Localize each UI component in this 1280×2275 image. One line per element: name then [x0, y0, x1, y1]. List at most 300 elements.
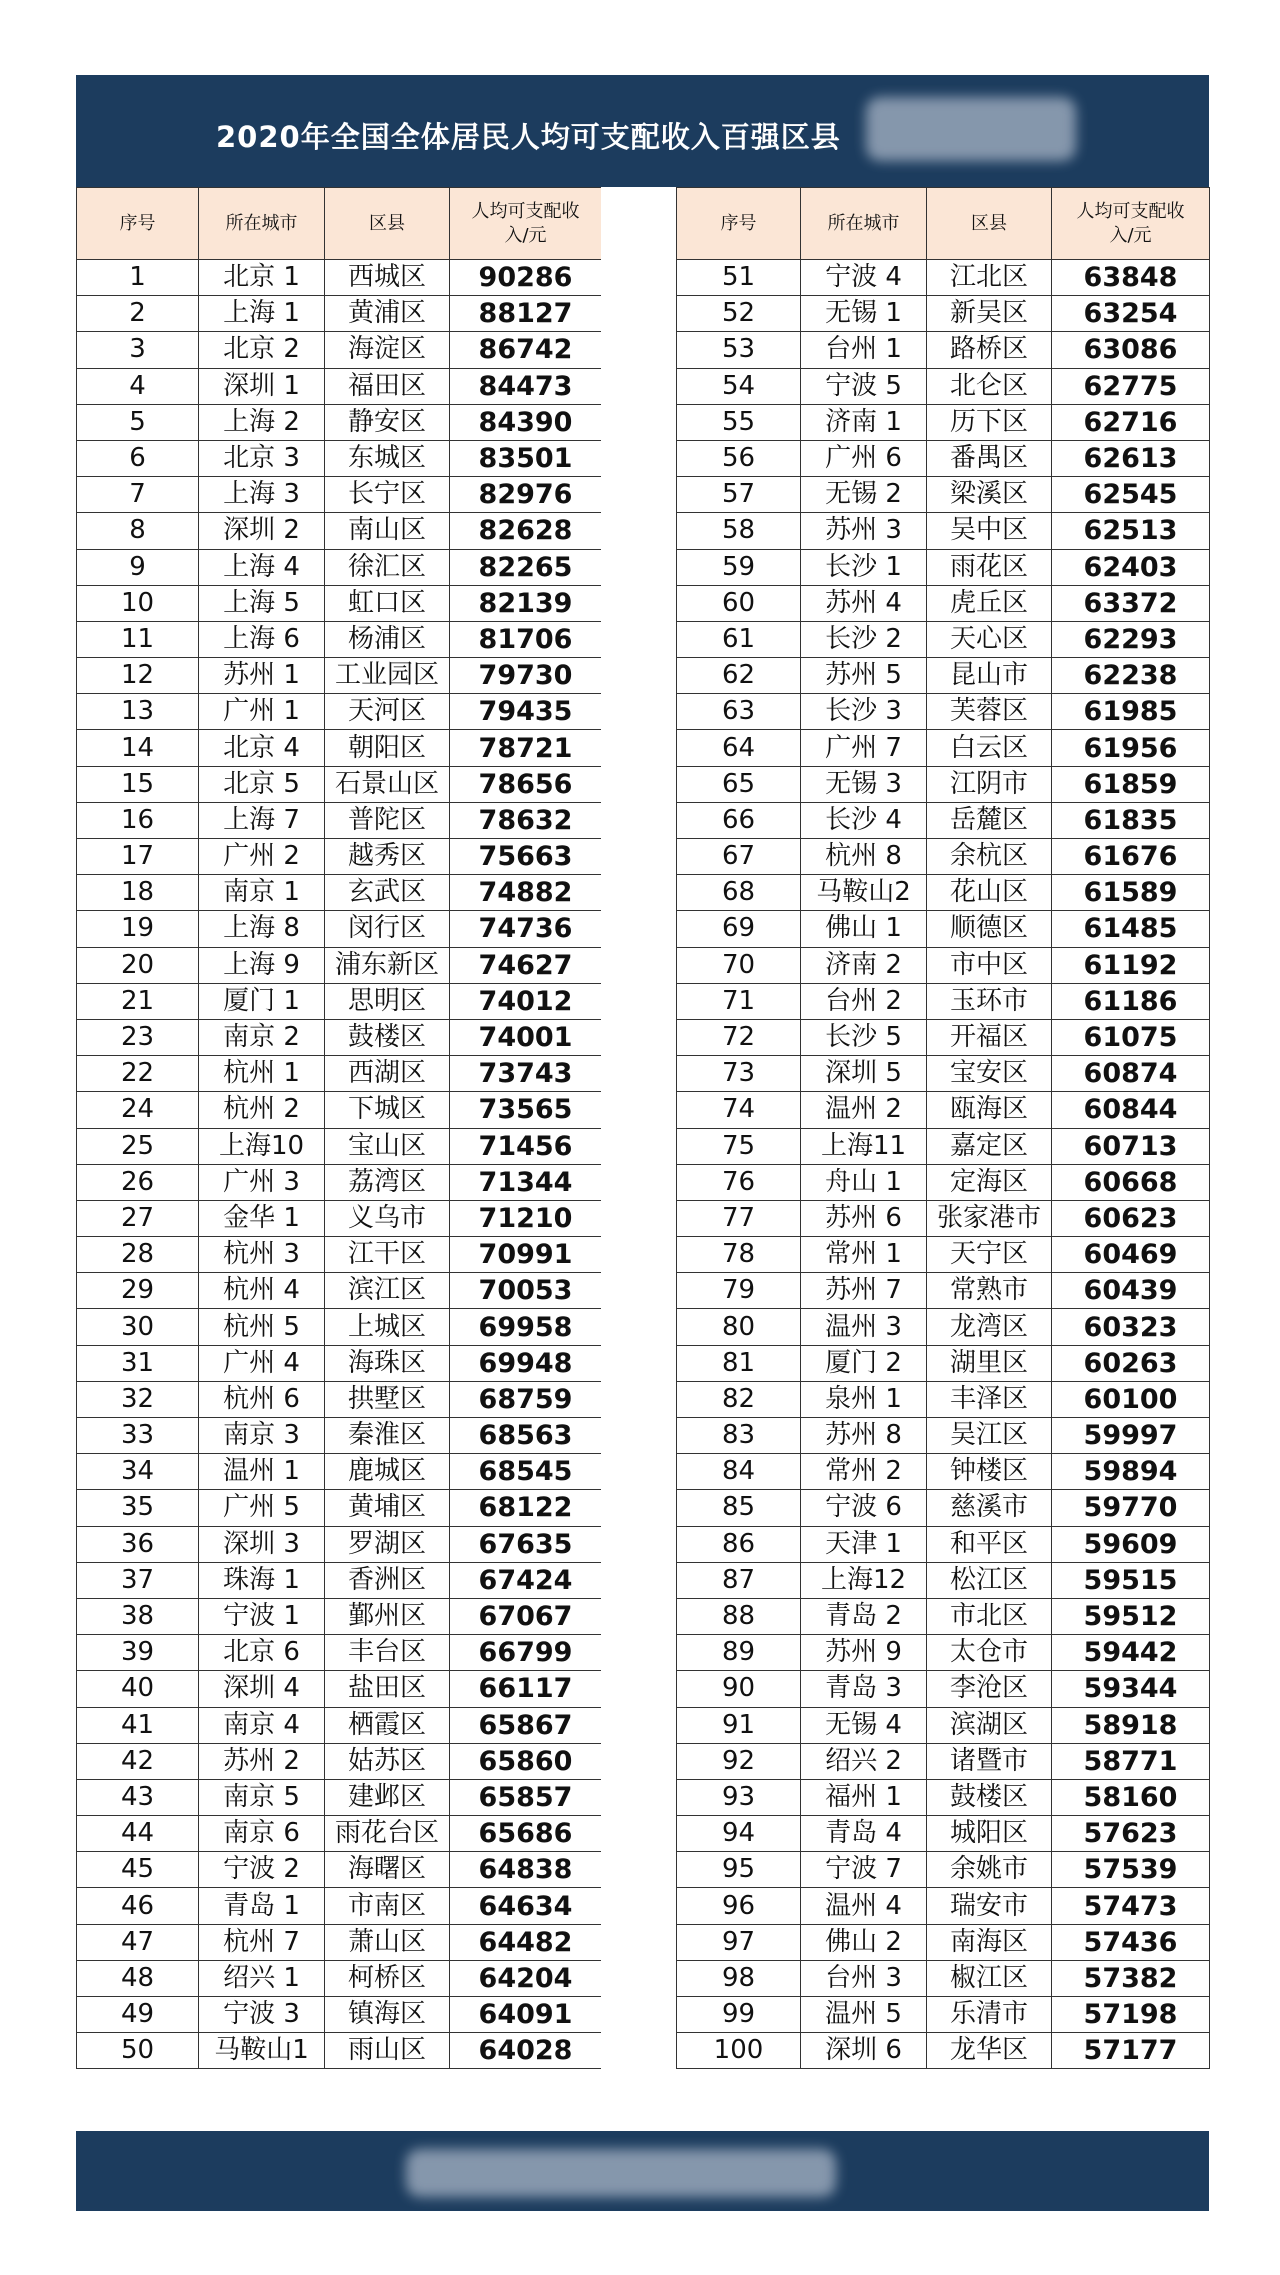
cell-city: 苏州 2 — [199, 1743, 325, 1779]
cell-district: 宝安区 — [927, 1056, 1052, 1092]
cell-rank: 75 — [677, 1128, 801, 1164]
cell-city: 苏州 5 — [801, 658, 927, 694]
cell-city: 广州 5 — [199, 1490, 325, 1526]
cell-rank: 71 — [677, 983, 801, 1019]
cell-city: 广州 4 — [199, 1345, 325, 1381]
cell-rank: 92 — [677, 1743, 801, 1779]
cell-rank: 15 — [77, 766, 199, 802]
cell-rank: 96 — [677, 1888, 801, 1924]
cell-income: 74736 — [450, 911, 602, 947]
table-row — [77, 404, 602, 440]
cell-city: 苏州 6 — [801, 1200, 927, 1236]
cell-income: 61589 — [1052, 875, 1210, 911]
table-row — [77, 332, 602, 368]
cell-city: 绍兴 1 — [199, 1960, 325, 1996]
cell-income: 65686 — [450, 1816, 602, 1852]
cell-city: 苏州 9 — [801, 1635, 927, 1671]
table-row — [677, 1635, 1210, 1671]
cell-rank: 52 — [677, 296, 801, 332]
cell-district: 松江区 — [927, 1562, 1052, 1598]
cell-rank: 95 — [677, 1852, 801, 1888]
cell-city: 上海 5 — [199, 585, 325, 621]
cell-rank: 50 — [77, 2033, 199, 2069]
table-row — [77, 1960, 602, 1996]
cell-city: 上海 2 — [199, 404, 325, 440]
cell-district: 乐清市 — [927, 1997, 1052, 2033]
table-row — [677, 839, 1210, 875]
cell-income: 61676 — [1052, 839, 1210, 875]
cell-district: 和平区 — [927, 1526, 1052, 1562]
cell-city: 绍兴 2 — [801, 1743, 927, 1779]
cell-city: 台州 1 — [801, 332, 927, 368]
cell-city: 青岛 4 — [801, 1816, 927, 1852]
cell-city: 温州 3 — [801, 1309, 927, 1345]
cell-city: 北京 5 — [199, 766, 325, 802]
cell-rank: 86 — [677, 1526, 801, 1562]
cell-rank: 2 — [77, 296, 199, 332]
cell-city: 长沙 5 — [801, 1019, 927, 1055]
cell-rank: 47 — [77, 1924, 199, 1960]
table-row — [677, 658, 1210, 694]
table-row — [77, 658, 602, 694]
cell-district: 宝山区 — [325, 1128, 450, 1164]
cell-city: 厦门 2 — [801, 1345, 927, 1381]
cell-district: 萧山区 — [325, 1924, 450, 1960]
table-row — [677, 1128, 1210, 1164]
ranking-table-left — [76, 187, 602, 2069]
cell-income: 84473 — [450, 368, 602, 404]
table-row — [77, 440, 602, 476]
cell-district: 吴中区 — [927, 513, 1052, 549]
cell-district: 天宁区 — [927, 1237, 1052, 1273]
cell-district: 虎丘区 — [927, 585, 1052, 621]
cell-rank: 78 — [677, 1237, 801, 1273]
cell-district: 建邺区 — [325, 1779, 450, 1815]
cell-city: 杭州 2 — [199, 1092, 325, 1128]
table-row — [677, 2033, 1210, 2069]
table-row — [677, 1200, 1210, 1236]
cell-district: 长宁区 — [325, 477, 450, 513]
cell-district: 昆山市 — [927, 658, 1052, 694]
cell-district: 历下区 — [927, 404, 1052, 440]
cell-rank: 63 — [677, 694, 801, 730]
cell-income: 64838 — [450, 1852, 602, 1888]
column-header-rank: 序号 — [77, 188, 199, 260]
cell-income: 64482 — [450, 1924, 602, 1960]
cell-city: 北京 4 — [199, 730, 325, 766]
cell-rank: 76 — [677, 1164, 801, 1200]
cell-rank: 88 — [677, 1598, 801, 1634]
table-row — [77, 947, 602, 983]
cell-income: 61192 — [1052, 947, 1210, 983]
table-row — [677, 766, 1210, 802]
cell-rank: 65 — [677, 766, 801, 802]
cell-city: 上海12 — [801, 1562, 927, 1598]
cell-income: 60263 — [1052, 1345, 1210, 1381]
cell-rank: 61 — [677, 621, 801, 657]
table-row — [677, 1309, 1210, 1345]
cell-district: 镇海区 — [325, 1997, 450, 2033]
table-row — [77, 549, 602, 585]
cell-district: 栖霞区 — [325, 1707, 450, 1743]
table-row — [77, 477, 602, 513]
cell-city: 无锡 1 — [801, 296, 927, 332]
cell-city: 宁波 3 — [199, 1997, 325, 2033]
cell-district: 义乌市 — [325, 1200, 450, 1236]
table-row — [77, 766, 602, 802]
table-row — [677, 1273, 1210, 1309]
cell-income: 67635 — [450, 1526, 602, 1562]
table-row — [77, 1888, 602, 1924]
cell-city: 金华 1 — [199, 1200, 325, 1236]
table-row — [77, 1164, 602, 1200]
cell-income: 59894 — [1052, 1454, 1210, 1490]
cell-income: 63254 — [1052, 296, 1210, 332]
cell-district: 徐汇区 — [325, 549, 450, 585]
cell-rank: 6 — [77, 440, 199, 476]
cell-income: 63372 — [1052, 585, 1210, 621]
cell-district: 张家港市 — [927, 1200, 1052, 1236]
cell-rank: 36 — [77, 1526, 199, 1562]
cell-income: 57436 — [1052, 1924, 1210, 1960]
cell-income: 86742 — [450, 332, 602, 368]
title-banner — [76, 75, 1209, 187]
cell-rank: 64 — [677, 730, 801, 766]
cell-district: 丰泽区 — [927, 1381, 1052, 1417]
cell-district: 海珠区 — [325, 1345, 450, 1381]
cell-city: 舟山 1 — [801, 1164, 927, 1200]
cell-income: 68759 — [450, 1381, 602, 1417]
table-row — [77, 1924, 602, 1960]
cell-district: 芙蓉区 — [927, 694, 1052, 730]
table-row — [677, 368, 1210, 404]
cell-city: 青岛 2 — [801, 1598, 927, 1634]
cell-city: 宁波 1 — [199, 1598, 325, 1634]
cell-city: 长沙 4 — [801, 802, 927, 838]
cell-rank: 1 — [77, 260, 199, 296]
cell-district: 西城区 — [325, 260, 450, 296]
table-row — [77, 621, 602, 657]
cell-district: 定海区 — [927, 1164, 1052, 1200]
cell-income: 58771 — [1052, 1743, 1210, 1779]
cell-district: 城阳区 — [927, 1816, 1052, 1852]
cell-city: 杭州 6 — [199, 1381, 325, 1417]
cell-city: 上海10 — [199, 1128, 325, 1164]
table-row — [77, 802, 602, 838]
cell-income: 57473 — [1052, 1888, 1210, 1924]
cell-district: 虹口区 — [325, 585, 450, 621]
cell-district: 南山区 — [325, 513, 450, 549]
cell-district: 李沧区 — [927, 1671, 1052, 1707]
cell-city: 广州 1 — [199, 694, 325, 730]
cell-district: 盐田区 — [325, 1671, 450, 1707]
cell-city: 深圳 3 — [199, 1526, 325, 1562]
table-row — [77, 1635, 602, 1671]
cell-city: 深圳 6 — [801, 2033, 927, 2069]
cell-district: 鼓楼区 — [325, 1019, 450, 1055]
cell-city: 上海 7 — [199, 802, 325, 838]
table-row — [677, 404, 1210, 440]
cell-city: 深圳 2 — [199, 513, 325, 549]
cell-district: 海淀区 — [325, 332, 450, 368]
cell-rank: 98 — [677, 1960, 801, 1996]
document-page — [76, 75, 1209, 2214]
cell-income: 69948 — [450, 1345, 602, 1381]
cell-income: 67067 — [450, 1598, 602, 1634]
cell-city: 无锡 4 — [801, 1707, 927, 1743]
table-row — [77, 1309, 602, 1345]
cell-income: 75663 — [450, 839, 602, 875]
cell-income: 74882 — [450, 875, 602, 911]
cell-district: 江干区 — [325, 1237, 450, 1273]
cell-income: 63086 — [1052, 332, 1210, 368]
cell-rank: 81 — [677, 1345, 801, 1381]
cell-city: 苏州 7 — [801, 1273, 927, 1309]
table-row — [677, 1997, 1210, 2033]
footer-banner — [76, 2131, 1209, 2211]
cell-income: 57382 — [1052, 1960, 1210, 1996]
cell-district: 朝阳区 — [325, 730, 450, 766]
cell-rank: 85 — [677, 1490, 801, 1526]
cell-district: 花山区 — [927, 875, 1052, 911]
cell-income: 62513 — [1052, 513, 1210, 549]
table-row — [677, 1345, 1210, 1381]
cell-city: 深圳 4 — [199, 1671, 325, 1707]
cell-income: 82265 — [450, 549, 602, 585]
cell-income: 58918 — [1052, 1707, 1210, 1743]
cell-income: 82976 — [450, 477, 602, 513]
table-row — [677, 1056, 1210, 1092]
cell-city: 济南 1 — [801, 404, 927, 440]
cell-city: 马鞍山1 — [199, 2033, 325, 2069]
cell-rank: 97 — [677, 1924, 801, 1960]
cell-income: 71344 — [450, 1164, 602, 1200]
cell-district: 鄞州区 — [325, 1598, 450, 1634]
cell-rank: 8 — [77, 513, 199, 549]
cell-rank: 51 — [677, 260, 801, 296]
cell-city: 常州 1 — [801, 1237, 927, 1273]
cell-rank: 46 — [77, 1888, 199, 1924]
cell-district: 慈溪市 — [927, 1490, 1052, 1526]
cell-city: 福州 1 — [801, 1779, 927, 1815]
table-row — [77, 368, 602, 404]
cell-income: 57623 — [1052, 1816, 1210, 1852]
cell-district: 丰台区 — [325, 1635, 450, 1671]
cell-city: 上海 6 — [199, 621, 325, 657]
cell-district: 钟楼区 — [927, 1454, 1052, 1490]
table-row — [77, 1418, 602, 1454]
cell-income: 60874 — [1052, 1056, 1210, 1092]
column-header-income: 人均可支配收 入/元 — [450, 188, 602, 260]
cell-district: 余姚市 — [927, 1852, 1052, 1888]
cell-district: 雨山区 — [325, 2033, 450, 2069]
cell-city: 南京 1 — [199, 875, 325, 911]
table-row — [677, 1418, 1210, 1454]
cell-income: 60323 — [1052, 1309, 1210, 1345]
cell-rank: 10 — [77, 585, 199, 621]
cell-income: 59770 — [1052, 1490, 1210, 1526]
cell-rank: 28 — [77, 1237, 199, 1273]
cell-rank: 89 — [677, 1635, 801, 1671]
cell-city: 杭州 1 — [199, 1056, 325, 1092]
cell-city: 上海 8 — [199, 911, 325, 947]
table-row — [77, 911, 602, 947]
table-row — [77, 1273, 602, 1309]
cell-district: 南海区 — [927, 1924, 1052, 1960]
cell-rank: 18 — [77, 875, 199, 911]
cell-rank: 3 — [77, 332, 199, 368]
table-row — [77, 839, 602, 875]
cell-income: 60668 — [1052, 1164, 1210, 1200]
ranking-table-right — [676, 187, 1210, 2069]
cell-rank: 37 — [77, 1562, 199, 1598]
table-row — [77, 1526, 602, 1562]
cell-rank: 34 — [77, 1454, 199, 1490]
cell-district: 杨浦区 — [325, 621, 450, 657]
table-row — [677, 477, 1210, 513]
cell-district: 黄埔区 — [325, 1490, 450, 1526]
cell-income: 62403 — [1052, 549, 1210, 585]
table-row — [677, 875, 1210, 911]
cell-income: 64204 — [450, 1960, 602, 1996]
table-row — [677, 1707, 1210, 1743]
cell-rank: 41 — [77, 1707, 199, 1743]
cell-district: 石景山区 — [325, 766, 450, 802]
table-row — [77, 1454, 602, 1490]
table-row — [677, 1816, 1210, 1852]
cell-rank: 82 — [677, 1381, 801, 1417]
cell-income: 74001 — [450, 1019, 602, 1055]
cell-income: 59997 — [1052, 1418, 1210, 1454]
cell-income: 59442 — [1052, 1635, 1210, 1671]
cell-income: 69958 — [450, 1309, 602, 1345]
cell-district: 思明区 — [325, 983, 450, 1019]
cell-district: 嘉定区 — [927, 1128, 1052, 1164]
cell-income: 62613 — [1052, 440, 1210, 476]
table-row — [677, 1779, 1210, 1815]
cell-city: 宁波 6 — [801, 1490, 927, 1526]
cell-city: 宁波 2 — [199, 1852, 325, 1888]
cell-district: 荔湾区 — [325, 1164, 450, 1200]
cell-district: 龙湾区 — [927, 1309, 1052, 1345]
cell-rank: 60 — [677, 585, 801, 621]
cell-rank: 30 — [77, 1309, 199, 1345]
cell-rank: 77 — [677, 1200, 801, 1236]
cell-rank: 54 — [677, 368, 801, 404]
table-row — [677, 694, 1210, 730]
cell-district: 市北区 — [927, 1598, 1052, 1634]
table-header-row — [77, 188, 602, 260]
cell-income: 60844 — [1052, 1092, 1210, 1128]
cell-district: 湖里区 — [927, 1345, 1052, 1381]
cell-district: 江阴市 — [927, 766, 1052, 802]
cell-city: 马鞍山2 — [801, 875, 927, 911]
cell-income: 78721 — [450, 730, 602, 766]
cell-district: 东城区 — [325, 440, 450, 476]
cell-rank: 39 — [77, 1635, 199, 1671]
cell-district: 天心区 — [927, 621, 1052, 657]
cell-income: 68563 — [450, 1418, 602, 1454]
cell-city: 南京 3 — [199, 1418, 325, 1454]
cell-rank: 69 — [677, 911, 801, 947]
table-row — [677, 1960, 1210, 1996]
cell-city: 上海 1 — [199, 296, 325, 332]
cell-income: 60623 — [1052, 1200, 1210, 1236]
cell-rank: 56 — [677, 440, 801, 476]
cell-city: 苏州 4 — [801, 585, 927, 621]
cell-income: 82628 — [450, 513, 602, 549]
table-row — [677, 802, 1210, 838]
cell-income: 79730 — [450, 658, 602, 694]
cell-district: 余杭区 — [927, 839, 1052, 875]
cell-rank: 40 — [77, 1671, 199, 1707]
table-row — [77, 296, 602, 332]
cell-city: 温州 5 — [801, 1997, 927, 2033]
table-row — [77, 1490, 602, 1526]
cell-income: 71456 — [450, 1128, 602, 1164]
cell-city: 宁波 5 — [801, 368, 927, 404]
cell-city: 长沙 3 — [801, 694, 927, 730]
table-row — [677, 1237, 1210, 1273]
cell-district: 龙华区 — [927, 2033, 1052, 2069]
table-row — [77, 1200, 602, 1236]
cell-district: 太仓市 — [927, 1635, 1052, 1671]
cell-district: 天河区 — [325, 694, 450, 730]
cell-district: 雨花台区 — [325, 1816, 450, 1852]
cell-district: 福田区 — [325, 368, 450, 404]
column-header-rank: 序号 — [677, 188, 801, 260]
cell-rank: 84 — [677, 1454, 801, 1490]
cell-city: 北京 1 — [199, 260, 325, 296]
table-row — [677, 513, 1210, 549]
table-row — [677, 260, 1210, 296]
cell-city: 常州 2 — [801, 1454, 927, 1490]
cell-district: 鼓楼区 — [927, 1779, 1052, 1815]
cell-rank: 13 — [77, 694, 199, 730]
table-row — [77, 2033, 602, 2069]
cell-city: 温州 1 — [199, 1454, 325, 1490]
cell-income: 70991 — [450, 1237, 602, 1273]
cell-city: 台州 3 — [801, 1960, 927, 1996]
cell-district: 市南区 — [325, 1888, 450, 1924]
table-row — [77, 1671, 602, 1707]
cell-income: 61956 — [1052, 730, 1210, 766]
cell-income: 90286 — [450, 260, 602, 296]
cell-rank: 68 — [677, 875, 801, 911]
cell-rank: 91 — [677, 1707, 801, 1743]
column-header-income: 人均可支配收 入/元 — [1052, 188, 1210, 260]
cell-rank: 25 — [77, 1128, 199, 1164]
cell-district: 西湖区 — [325, 1056, 450, 1092]
table-row — [677, 911, 1210, 947]
cell-income: 60469 — [1052, 1237, 1210, 1273]
cell-district: 路桥区 — [927, 332, 1052, 368]
cell-income: 62293 — [1052, 621, 1210, 657]
table-row — [677, 585, 1210, 621]
cell-district: 工业园区 — [325, 658, 450, 694]
cell-income: 81706 — [450, 621, 602, 657]
cell-rank: 26 — [77, 1164, 199, 1200]
cell-rank: 42 — [77, 1743, 199, 1779]
cell-rank: 87 — [677, 1562, 801, 1598]
cell-rank: 43 — [77, 1779, 199, 1815]
table-row — [677, 1598, 1210, 1634]
cell-income: 65857 — [450, 1779, 602, 1815]
cell-rank: 11 — [77, 621, 199, 657]
table-row — [77, 1598, 602, 1634]
cell-district: 开福区 — [927, 1019, 1052, 1055]
cell-city: 珠海 1 — [199, 1562, 325, 1598]
